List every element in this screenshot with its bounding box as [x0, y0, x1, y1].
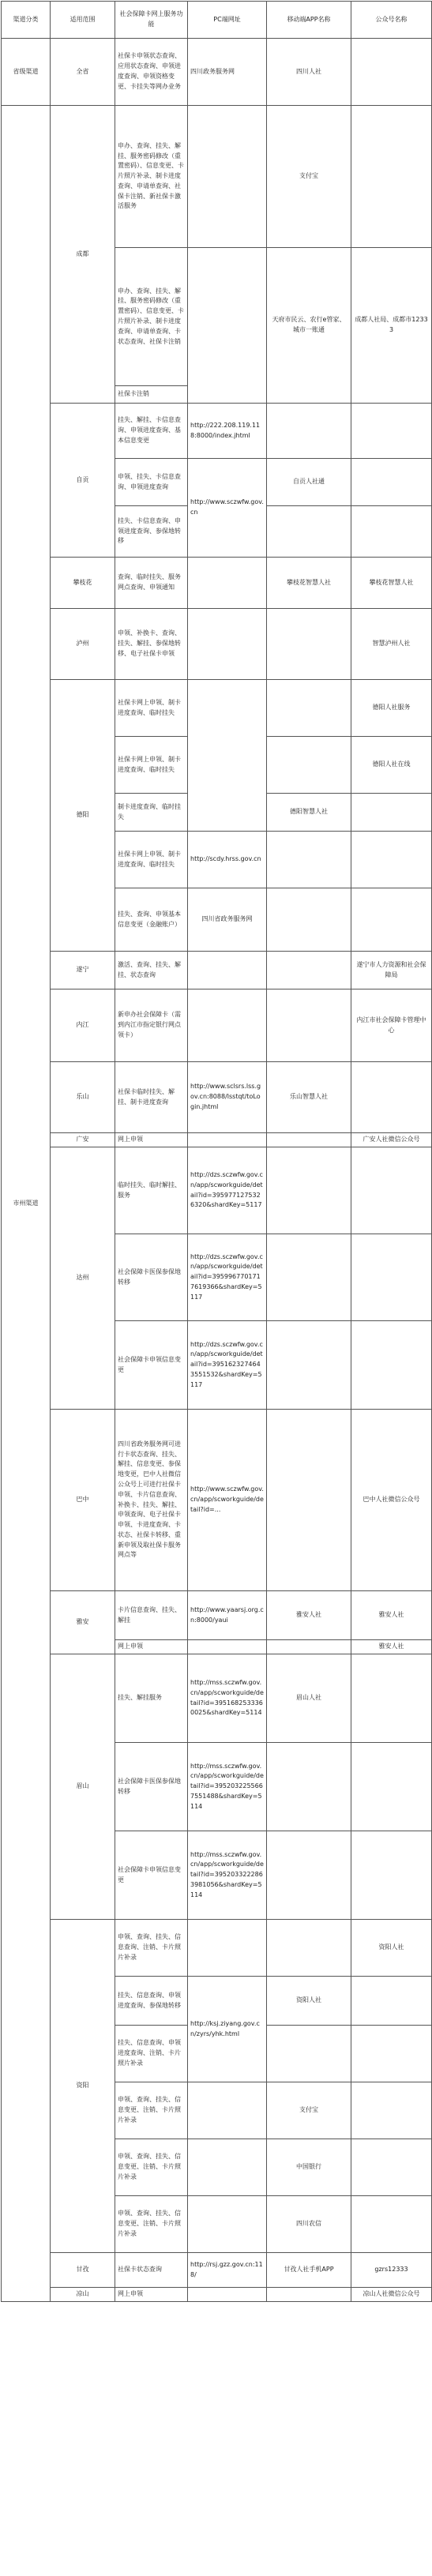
cell-website[interactable]: http://mss.sczwfw.gov.cn/app/scworkguide/detail?id=3952033222863981056&shardKey=5114	[188, 1831, 267, 1920]
table-row	[2, 1133, 432, 1147]
cell-wechat: gzrs12333	[351, 2253, 432, 2288]
cell-features: 申领、挂失、卡信息查询、申领进度查询	[115, 459, 188, 506]
cell-wechat: 巴中人社微信公众号	[351, 1410, 432, 1591]
cell-area: 资阳	[51, 1920, 115, 2253]
cell-app	[267, 1831, 351, 1920]
cell-features: 激活、查询、挂失、解挂、状态查询	[115, 952, 188, 989]
cell-area: 德阳	[51, 680, 115, 952]
table-row	[2, 404, 432, 459]
table-header-row	[2, 2, 432, 39]
cell-area: 全省	[51, 39, 115, 106]
cell-app: 天府市民云、农行e管家、城市一账通	[267, 248, 351, 404]
cell-wechat: 德阳人社在线	[351, 737, 432, 794]
cell-app	[267, 1234, 351, 1321]
cell-features: 社保卡注销	[115, 386, 188, 404]
cell-website	[188, 680, 267, 832]
cell-website	[188, 2288, 267, 2302]
cell-wechat: 凉山人社微信公众号	[351, 2288, 432, 2302]
cell-features: 社保卡网上申领、制卡进度查询、临时挂失	[115, 832, 188, 888]
cell-wechat	[351, 1654, 432, 1743]
cell-wechat: 雅安人社	[351, 1640, 432, 1654]
cell-app: 德阳智慧人社	[267, 794, 351, 832]
table-row	[2, 952, 432, 989]
cell-wechat: 攀枝花智慧人社	[351, 558, 432, 609]
header-app: 移动端APP名称	[267, 2, 351, 39]
cell-features: 挂失、查询、申领基本信息变更（金融账户）	[115, 888, 188, 952]
cell-wechat: 智慧泸州人社	[351, 609, 432, 680]
cell-app	[267, 888, 351, 952]
cell-features: 申领、查询、挂失、信息变更、注销、卡片照片补录	[115, 2139, 188, 2196]
cell-wechat	[351, 888, 432, 952]
cell-website	[188, 1133, 267, 1147]
cell-website[interactable]: http://www.sczwfw.gov.cn/app/scworkguide/detail?id=...	[188, 1410, 267, 1591]
cell-features: 制卡进度查询、临时挂失	[115, 794, 188, 832]
cell-area: 广安	[51, 1133, 115, 1147]
cell-app	[267, 737, 351, 794]
social-security-card-services-table	[1, 1, 432, 2302]
cell-website[interactable]: http://dzs.sczwfw.gov.cn/app/scworkguide/detail?id=3959771275326320&shardKey=5117	[188, 1147, 267, 1234]
cell-wechat	[351, 2196, 432, 2253]
cell-website[interactable]: http://222.208.119.118:8000/index.jhtml	[188, 404, 267, 459]
table-row	[2, 1920, 432, 1977]
cell-features: 四川省政务服务网可进行卡状态查询、挂失、解挂、信息变更、参保地变更，巴中人社微信公众号上可进行社保卡申领、卡片信息查询、补换卡、挂失、解挂、申领查询、电子社保卡申领、卡进度查询、卡状态、社保卡转移、重新申领及取社保卡服务网点等	[115, 1410, 188, 1591]
cell-app: 四川农信	[267, 2196, 351, 2253]
cell-area: 甘孜	[51, 2253, 115, 2288]
cell-website	[188, 2196, 267, 2253]
cell-app	[267, 832, 351, 888]
cell-features: 社保卡状态查询	[115, 2253, 188, 2288]
cell-wechat: 雅安人社	[351, 1591, 432, 1640]
cell-area: 乐山	[51, 1062, 115, 1133]
cell-wechat	[351, 39, 432, 106]
cell-features: 社会保障卡医保参保地转移	[115, 1743, 188, 1831]
cell-app: 乐山智慧人社	[267, 1062, 351, 1133]
cell-wechat	[351, 1234, 432, 1321]
cell-website[interactable]: http://www.yaarsj.org.cn:8000/yaui	[188, 1591, 267, 1640]
cell-app	[267, 506, 351, 558]
cell-features: 挂失、信息查询、申领进度查询、注销、卡片照片补录	[115, 2026, 188, 2082]
cell-features: 社会保障卡申领信息变更	[115, 1321, 188, 1410]
cell-features: 申领、补换卡、查询、挂失、解挂、参保地转移、电子社保卡申领	[115, 609, 188, 680]
cell-wechat	[351, 1743, 432, 1831]
table-row	[2, 2288, 432, 2302]
table-row	[2, 39, 432, 106]
cell-features: 网上申领	[115, 2288, 188, 2302]
cell-features: 申领、查询、挂失、信息变更、注销、卡片照片补录	[115, 2082, 188, 2139]
cell-website[interactable]: http://dzs.sczwfw.gov.cn/app/scworkguide/detail?id=3951623274643551532&shardKey=5117	[188, 1321, 267, 1410]
table-row	[2, 1062, 432, 1133]
cell-features: 社会保障卡申领信息变更	[115, 1831, 188, 1920]
cell-app: 支付宝	[267, 2082, 351, 2139]
cell-wechat	[351, 506, 432, 558]
table-row	[2, 1147, 432, 1234]
cell-app	[267, 2288, 351, 2302]
cell-features: 申办、查询、挂失、解挂、服务密码修改（重置密码）、信息变更、卡片照片补录、制卡进度查询、申请单查询、卡状态查询、社保卡注销	[115, 248, 188, 386]
cell-app: 攀枝花智慧人社	[267, 558, 351, 609]
cell-features: 社保卡申领状态查询、应用状态查询、申领进度查询、申领资格变更、卡挂失等网办业务	[115, 39, 188, 106]
cell-wechat	[351, 1062, 432, 1133]
cell-area: 攀枝花	[51, 558, 115, 609]
cell-wechat	[351, 106, 432, 248]
cell-features: 社保卡网上申领、制卡进度查询、临时挂失	[115, 737, 188, 794]
cell-wechat	[351, 1147, 432, 1234]
cell-area: 自贡	[51, 404, 115, 558]
cell-area: 雅安	[51, 1591, 115, 1654]
cell-wechat	[351, 1977, 432, 2026]
cell-features: 社保卡网上申领、制卡进度查询、临时挂失	[115, 680, 188, 737]
cell-features: 社保卡临时挂失、解挂、制卡进度查询	[115, 1062, 188, 1133]
cell-app	[267, 404, 351, 459]
table-row	[2, 2253, 432, 2288]
cell-area: 泸州	[51, 609, 115, 680]
header-area: 适用范围	[51, 2, 115, 39]
cell-app	[267, 1133, 351, 1147]
cell-website	[188, 558, 267, 609]
cell-website[interactable]: http://ksj.ziyang.gov.cn/zyrs/yhk.html	[188, 1977, 267, 2082]
header-wechat: 公众号名称	[351, 2, 432, 39]
cell-app: 四川人社	[267, 39, 351, 106]
cell-app	[267, 952, 351, 989]
cell-website[interactable]: http://scdy.hrss.gov.cn	[188, 832, 267, 888]
cell-website	[188, 2139, 267, 2196]
cell-features: 申办、查询、挂失、解挂、服务密码修改（重置密码）、信息变更、卡片照片补录、制卡进度查询、申请单查询、社保卡注销、新社保卡激活服务	[115, 106, 188, 248]
cell-app: 雅安人社	[267, 1591, 351, 1640]
table-row	[2, 609, 432, 680]
table-row	[2, 558, 432, 609]
cell-wechat	[351, 459, 432, 506]
cell-wechat	[351, 794, 432, 832]
cell-app	[267, 1147, 351, 1234]
cell-wechat: 遂宁市人力资源和社会保障局	[351, 952, 432, 989]
cell-channel: 省级渠道	[2, 39, 51, 106]
cell-channel: 市州渠道	[2, 106, 51, 2302]
cell-features: 新申办社会保障卡（需到内江市指定银行网点领卡）	[115, 989, 188, 1062]
cell-wechat: 内江市社会保障卡管理中心	[351, 989, 432, 1062]
cell-area: 成都	[51, 106, 115, 404]
cell-area: 达州	[51, 1147, 115, 1410]
cell-website[interactable]: http://mss.sczwfw.gov.cn/app/scworkguide/detail?id=3952032255667551488&shardKey=5114	[188, 1743, 267, 1831]
cell-website	[188, 609, 267, 680]
cell-website	[188, 1640, 267, 1654]
cell-features: 卡片信息查询、挂失、解挂	[115, 1591, 188, 1640]
header-channel: 渠道分类	[2, 2, 51, 39]
cell-website[interactable]: http://mss.sczwfw.gov.cn/app/scworkguide/detail?id=3951682533360025&shardKey=5114	[188, 1654, 267, 1743]
table-row	[2, 1654, 432, 1743]
cell-features: 挂失、解挂、卡信息查询、申领进度查询、基本信息变更	[115, 404, 188, 459]
cell-area: 凉山	[51, 2288, 115, 2302]
cell-app	[267, 1920, 351, 1977]
cell-app	[267, 989, 351, 1062]
cell-website[interactable]: 四川省政务服务网	[188, 888, 267, 952]
cell-features: 申领、查询、挂失、信息变更、注销、卡片照片补录	[115, 2196, 188, 2253]
cell-features: 挂失、解挂服务	[115, 1654, 188, 1743]
table-row	[2, 1410, 432, 1591]
cell-app	[267, 1410, 351, 1591]
cell-wechat	[351, 2139, 432, 2196]
cell-website[interactable]: http://rsj.gzz.gov.cn:118/	[188, 2253, 267, 2288]
table-row	[2, 1591, 432, 1640]
cell-app	[267, 680, 351, 737]
cell-website[interactable]: 四川政务服务网	[188, 39, 267, 106]
header-website: PC端网址	[188, 2, 267, 39]
cell-features: 申领、查询、挂失、信息查询、注销、卡片照片补录	[115, 1920, 188, 1977]
cell-wechat	[351, 1321, 432, 1410]
cell-wechat	[351, 832, 432, 888]
cell-website[interactable]: http://dzs.sczwfw.gov.cn/app/scworkguide/detail?id=3959967701717619366&shardKey=5117	[188, 1234, 267, 1321]
cell-area: 巴中	[51, 1410, 115, 1591]
cell-website	[188, 1920, 267, 1977]
cell-app: 甘孜人社手机APP	[267, 2253, 351, 2288]
cell-wechat: 资阳人社	[351, 1920, 432, 1977]
cell-website	[188, 106, 267, 248]
cell-wechat: 广安人社微信公众号	[351, 1133, 432, 1147]
cell-app: 自贡人社通	[267, 459, 351, 506]
cell-website	[188, 989, 267, 1062]
cell-features: 社会保障卡医保参保地转移	[115, 1234, 188, 1321]
cell-wechat	[351, 1831, 432, 1920]
cell-area: 遂宁	[51, 952, 115, 989]
cell-wechat	[351, 2026, 432, 2082]
cell-website	[188, 2082, 267, 2139]
cell-app	[267, 1743, 351, 1831]
cell-wechat	[351, 2082, 432, 2139]
cell-area: 内江	[51, 989, 115, 1062]
cell-website	[188, 952, 267, 989]
cell-app	[267, 1321, 351, 1410]
cell-features: 网上申领	[115, 1133, 188, 1147]
table-row	[2, 106, 432, 248]
cell-wechat: 成都人社局、成都市12333	[351, 248, 432, 404]
cell-area: 眉山	[51, 1654, 115, 1920]
cell-app	[267, 609, 351, 680]
table-row	[2, 680, 432, 737]
cell-wechat: 德阳人社服务	[351, 680, 432, 737]
cell-wechat	[351, 404, 432, 459]
cell-features: 查询、临时挂失、服务网点查询、申领通知	[115, 558, 188, 609]
cell-features: 临时挂失、临时解挂、服务	[115, 1147, 188, 1234]
cell-website	[188, 248, 267, 404]
table-row	[2, 989, 432, 1062]
cell-website[interactable]: http://www.sczwfw.gov.cn	[188, 459, 267, 558]
cell-app	[267, 1640, 351, 1654]
cell-app: 眉山人社	[267, 1654, 351, 1743]
header-features: 社会保障卡网上服务功能	[115, 2, 188, 39]
cell-app: 资阳人社	[267, 1977, 351, 2026]
cell-app: 中国银行	[267, 2139, 351, 2196]
cell-features: 网上申领	[115, 1640, 188, 1654]
cell-website[interactable]: http://www.sclsrs.lss.gov.cn:8088/lsstqt/toLogin.jhtml	[188, 1062, 267, 1133]
cell-app: 支付宝	[267, 106, 351, 248]
cell-app	[267, 2026, 351, 2082]
cell-features: 挂失、卡信息查询、申领进度查询、参保地转移	[115, 506, 188, 558]
cell-features: 挂失、信息查询、申领进度查询、参保地转移	[115, 1977, 188, 2026]
